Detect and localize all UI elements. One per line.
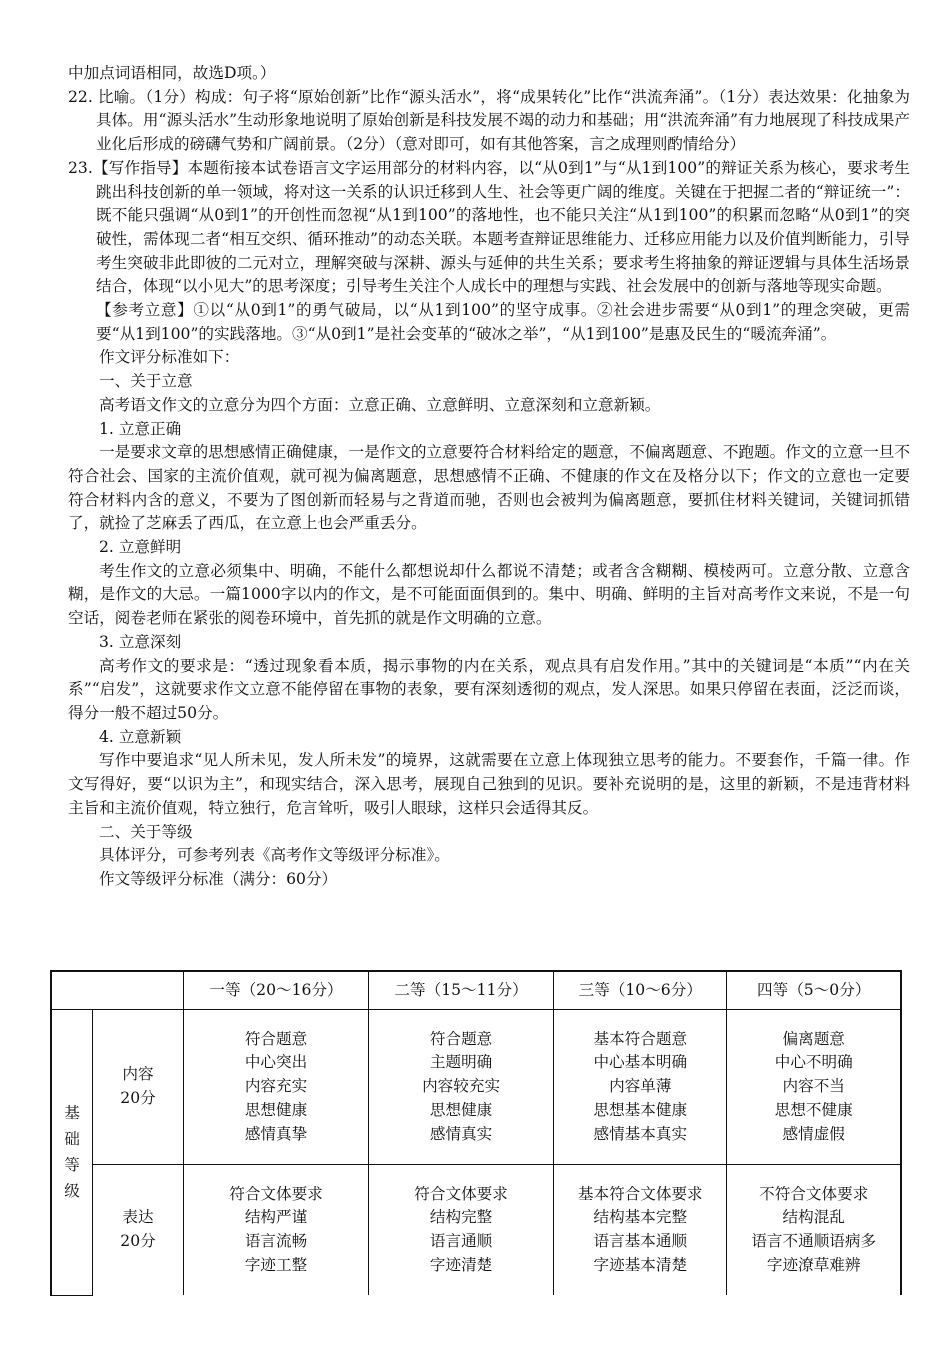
- row-label: 内容 20分: [93, 1010, 184, 1165]
- header-cell: 三等（10～6分）: [554, 971, 727, 1010]
- answer-23: 23.【写作指导】本题衔接本试卷语言文字运用部分的材料内容，以“从0到1”与“从1到100”的辩证关系为核心，要求考生跳出科技创新的单一领域，将对这一关系的认识迁移到人生、社会等更广阔的维度。关键在于把握二者的“辩证统一”：既不能只强调“从0到1”的开创性而忽视“从1到100”的落地性，也不能只关注“从1到100”的积累而忽略“从0到1”的突破性，需体现二者“相互交织、循环推动”的动态关联。本题考查辩证思维能力、迁移应用能力以及价值判断能力，引导考生突破非此即彼的二元对立，理解突破与深耕、源头与延伸的共生关系；要求考生将抽象的辩证逻辑与具体生活场景结合，体现“以小见大”的思考深度；引导考生关注个人成长中的理想与实践、社会发展中的创新与落地等现实命题。: [68, 158, 910, 296]
- paragraph: 具体评分，可参考列表《高考作文等级评分标准》。: [99, 846, 450, 865]
- subheading: 4. 立意新颖: [99, 727, 182, 746]
- table-cell: 符合题意 中心突出 内容充实 思想健康 感情真挚: [184, 1010, 369, 1165]
- table-row: [51, 1010, 901, 1165]
- paragraph: 高考语文作文的立意分为四个方面：立意正确、立意鲜明、立意深刻和立意新颖。: [99, 395, 661, 414]
- group-label: 基础等级: [51, 1010, 93, 1296]
- subheading: 1. 立意正确: [99, 419, 182, 438]
- subheading: 2. 立意鲜明: [99, 538, 182, 557]
- table-cell: 不符合文体要求 结构混乱 语言不通顺语病多 字迹潦草难辨: [727, 1165, 901, 1296]
- paragraph: 写作中要追求“见人所未见，发人所未发”的境界，这就需要在立意上体现独立思考的能力。不要套作，千篇一律。作文写得好，要“以识为主”，和现实结合，深入思考，展现自己独到的见识。要补充说明的是，这里的新颖，不是违背材料主旨和主流价值观，特立独行，危言耸听，吸引人眼球，这样只会适得其反。: [68, 751, 910, 817]
- table-row: [51, 1165, 901, 1296]
- table-caption: 作文等级评分标准（满分：60分）: [99, 869, 338, 888]
- table-header-row: [51, 971, 901, 1010]
- table-cell: 基本符合题意 中心基本明确 内容单薄 思想基本健康 感情基本真实: [554, 1010, 727, 1165]
- row-label: 表达 20分: [93, 1165, 184, 1296]
- paragraph: 一是要求文章的思想感情正确健康，一是作文的立意要符合材料给定的题意，不偏离题意、不跑题。作文的立意一旦不符合社会、国家的主流价值观，就可视为偏离题意，思想感情不正确、不健康的作文在及格分以下；作文的立意也一定要符合材料内含的意义，不要为了图创新而轻易与之背道而驰，否则也会被判为偏离题意，要抓住材料关键词，关键词抓错了，就捡了芝麻丢了西瓜，在立意上也会严重丢分。: [68, 443, 910, 533]
- answer-22: 22. 比喻。（1分）构成：句子将“原始创新”比作“源头活水”，将“成果转化”比作“洪流奔涌”。（1分）表达效果：化抽象为具体。用“源头活水”生动形象地说明了原始创新是科技发展不竭的动力和基础；用“洪流奔涌”有力地展现了科技成果产业化后形成的磅礴气势和广阔前景。（2分）（意对即可，如有其他答案，言之成理则酌情给分）: [68, 87, 910, 154]
- table-cell: 偏离题意 中心不明确 内容不当 思想不健康 感情虚假: [727, 1010, 901, 1165]
- subheading: 3. 立意深刻: [99, 632, 182, 651]
- table-cell: 符合文体要求 结构严谨 语言流畅 字迹工整: [184, 1165, 369, 1296]
- reference-ideas: 【参考立意】①以“从0到1”的勇气破局，以“从1到100”的坚守成事。②社会进步需要“从0到1”的理念突破，更需要“从1到100”的实践落地。③“从0到1”是社会变革的“破冰之举”，“从1到100”是惠及民生的“暖流奔涌”。: [96, 301, 910, 343]
- header-cell: 二等（15～11分）: [369, 971, 554, 1010]
- paragraph: 作文评分标准如下：: [99, 348, 240, 367]
- paragraph: 考生作文的立意必须集中、明确，不能什么都想说却什么都说不清楚；或者含含糊糊、模棱两可。立意分散、立意含糊，是作文的大忌。一篇1000字以内的作文，是不可能面面俱到的。集中、明确、鲜明的主旨对高考作文来说，不是一句空话，阅卷老师在紧张的阅卷环境中，首先抓的就是作文明确的立意。: [68, 561, 910, 628]
- table-cell: 符合文体要求 结构完整 语言通顺 字迹清楚: [369, 1165, 554, 1296]
- table-cell: 基本符合文体要求 结构基本完整 语言基本通顺 字迹基本清楚: [554, 1165, 727, 1296]
- header-cell: 一等（20～16分）: [184, 971, 369, 1010]
- section-heading: 二、关于等级: [99, 822, 193, 841]
- table-corner: [51, 971, 184, 1010]
- paragraph: 高考作文的要求是：“透过现象看本质，揭示事物的内在关系，观点具有启发作用。”其中的关键词是“本质”“内在关系”“启发”，这就要求作文立意不能停留在事物的表象，要有深刻透彻的观点，发人深思。如果只停留在表面，泛泛而谈，得分一般不超过50分。: [68, 656, 910, 722]
- answer-text: [68, 62, 910, 892]
- section-heading: 一、关于立意: [99, 372, 193, 391]
- header-cell: 四等（5～0分）: [727, 971, 901, 1010]
- paragraph: 中加点词语相同，故选D项。）: [68, 64, 276, 82]
- table-cell: 符合题意 主题明确 内容较充实 思想健康 感情真实: [369, 1010, 554, 1165]
- grading-table: [50, 970, 902, 1296]
